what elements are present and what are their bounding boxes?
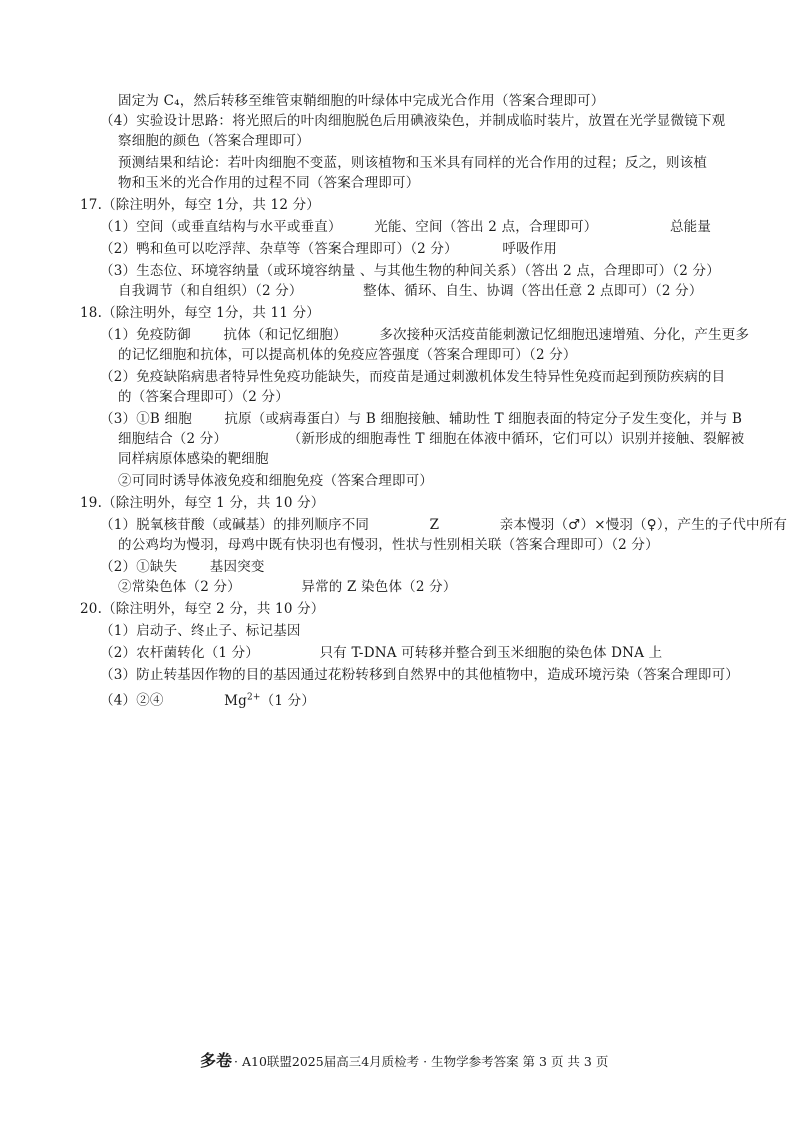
q18-1-answer xyxy=(100,326,749,344)
q19-2-answer-2 xyxy=(118,578,457,596)
q19-1-blank-c: 亲本慢羽（♂）×慢羽（♀），产生的子代中所有 xyxy=(499,517,788,533)
q20-heading: 20.（除注明外，每空 2 分，共 10 分） xyxy=(80,601,325,617)
q18-3-answer xyxy=(100,410,742,428)
q18-1-blank-a: （1）免疫防御 xyxy=(100,327,191,343)
q18-3-blank-d: （新形成的细胞毒性 T 细胞在体液中循环，它们可以）识别并接触、裂解被 xyxy=(287,431,745,447)
q20-4-score: （1 分） xyxy=(260,692,316,709)
q18-3-answer-cont xyxy=(118,430,744,448)
q19-1-blank-a: （1）脱氧核苷酸（或碱基）的排列顺序不同 xyxy=(100,517,370,533)
q17-heading: 17.（除注明外，每空 1分，共 12 分） xyxy=(80,197,321,213)
q18-2-answer-cont: 的（答案合理即可）（2 分） xyxy=(118,389,289,405)
q19-2-blank-d: 异常的 Z 染色体（2 分） xyxy=(301,579,457,595)
q18-1-blank-c: 多次接种灭活疫苗能刺激记忆细胞迅速增殖、分化，产生更多 xyxy=(379,327,750,343)
q20-2-blank-b: 只有 T-DNA 可转移并整合到玉米细胞的染色体 DNA 上 xyxy=(319,645,663,661)
q17-3-answer-cont xyxy=(118,282,703,300)
q17-1-answer xyxy=(100,218,711,236)
q16-4-prediction-line-cont: 物和玉米的光合作用的过程不同（答案合理即可） xyxy=(118,175,420,191)
q20-4-blank-a: （4）②④ xyxy=(100,692,164,709)
q16-4-design-line-cont: 察细胞的颜色（答案合理即可） xyxy=(118,133,310,149)
q17-3-blank-a: 自我调节（和自组织）（2 分） xyxy=(118,283,303,299)
footer-text: · A10联盟2025届高三4月质检考 · 生物学参考答案 第 3 页 共 3 页 xyxy=(234,1054,609,1069)
q18-1-answer-cont: 的记忆细胞和抗体，可以提高机体的免疫应答强度（答案合理即可）（2 分） xyxy=(118,347,577,363)
q18-3-blank-b: 抗原（或病毒蛋白）与 B 细胞接触、辅助性 T 细胞表面的特定分子发生变化，并与 B xyxy=(224,411,743,427)
q20-4-blank-b xyxy=(224,693,315,709)
q16-4-design-line: （4）实验设计思路：将光照后的叶肉细胞脱色后用碘液染色，并制成临时装片，放置在光学显微镜下观 xyxy=(100,113,726,129)
q20-1-answer: （1）启动子、终止子、标记基因 xyxy=(100,623,301,639)
q19-2-blank-c: ②常染色体（2 分） xyxy=(118,579,241,595)
q17-2-blank-b: 呼吸作用 xyxy=(502,241,558,257)
q18-2-answer: （2）免疫缺陷病患者特异性免疫功能缺失，而疫苗是通过刺激机体发生特异性免疫而起到预防疾病的目 xyxy=(100,369,726,385)
q18-3-blank-a: （3）①B 细胞 xyxy=(100,411,192,427)
publisher-logo: 多卷 xyxy=(200,1051,233,1070)
q19-2-blank-b: 基因突变 xyxy=(209,559,265,575)
q17-3-answer: （3）生态位、环境容纳量（或环境容纳量 、与其他生物的种间关系）（答出 2 点，合理即可）（2 分） xyxy=(100,263,720,279)
q17-1-blank-c: 总能量 xyxy=(669,219,712,235)
q18-3-answer-cont2: 同样病原体感染的靶细胞 xyxy=(118,451,269,467)
mg-charge: 2+ xyxy=(246,692,261,702)
q17-1-blank-a: （1）空间（或垂直结构与水平或垂直） xyxy=(100,219,342,235)
q19-1-answer-cont: 的公鸡均为慢羽，母鸡中既有快羽也有慢羽，性状与性别相关联（答案合理即可）（2 分） xyxy=(118,537,659,553)
q17-2-blank-a: （2）鸭和鱼可以吃浮萍、杂草等（答案合理即可）（2 分） xyxy=(100,241,458,257)
q20-3-answer: （3）防止转基因作物的目的基因通过花粉转移到自然界中的其他植物中，造成环境污染（答案合理即可） xyxy=(100,667,739,683)
q17-2-answer xyxy=(100,240,557,258)
q16-4-prediction-line: 预测结果和结论：若叶肉细胞不变蓝，则该植物和玉米具有同样的光合作用的过程；反之，则该植 xyxy=(118,155,708,171)
q19-2-answer xyxy=(100,558,265,576)
q17-1-blank-b: 光能、空间（答出 2 点，合理即可） xyxy=(374,219,598,235)
q18-heading: 18.（除注明外，每空 1分，共 11 分） xyxy=(80,305,321,321)
q18-3-answer-2: ②可同时诱导体液免疫和细胞免疫（答案合理即可） xyxy=(118,473,434,489)
q18-1-blank-b: 抗体（和记忆细胞） xyxy=(223,327,347,343)
q19-1-answer xyxy=(100,516,787,534)
q19-2-blank-a: （2）①缺失 xyxy=(100,559,178,575)
q16-answer-line: 固定为 C₄，然后转移至维管束鞘细胞的叶绿体中完成光合作用（答案合理即可） xyxy=(118,93,605,109)
q20-4-answer xyxy=(100,688,315,710)
q20-2-answer xyxy=(100,644,662,662)
q19-1-blank-b: Z xyxy=(429,517,440,533)
q19-heading: 19.（除注明外，每空 1 分，共 10 分） xyxy=(80,495,325,511)
q20-2-blank-a: （2）农杆菌转化（1 分） xyxy=(100,645,260,661)
q18-3-blank-c: 细胞结合（2 分） xyxy=(118,431,228,447)
q17-3-blank-b: 整体、循环、自生、协调（答出任意 2 点即可）（2 分） xyxy=(363,283,703,299)
mg-symbol: Mg xyxy=(224,692,247,709)
page-footer xyxy=(200,1052,608,1071)
